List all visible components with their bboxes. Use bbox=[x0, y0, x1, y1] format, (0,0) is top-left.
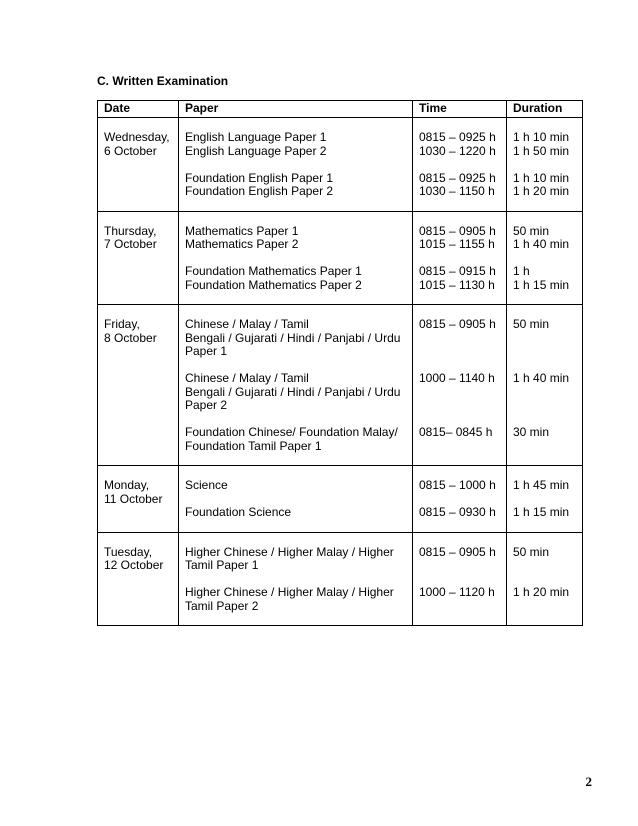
date-line: Thursday, bbox=[104, 223, 157, 238]
duration-line: 1 h 15 min bbox=[513, 505, 570, 519]
table-row bbox=[98, 532, 583, 626]
table-row bbox=[98, 305, 583, 466]
paper-cell bbox=[179, 118, 413, 212]
paper-line: Bengali / Gujarati / Hindi / Panjabi / Urdu bbox=[185, 330, 401, 345]
date-line: Friday, bbox=[104, 317, 140, 331]
table-row bbox=[98, 118, 583, 212]
time-cell bbox=[413, 532, 507, 626]
time-line: 0815 – 0930 h bbox=[419, 505, 496, 519]
paper-line: Tamil Paper 1 bbox=[185, 558, 259, 572]
time-line: 0815 – 0925 h bbox=[419, 170, 496, 185]
duration-line: 1 h 45 min bbox=[513, 478, 570, 492]
table-row bbox=[98, 211, 583, 305]
time-line: 1030 – 1220 h bbox=[419, 143, 496, 158]
date-cell bbox=[98, 466, 179, 533]
duration-cell bbox=[507, 118, 583, 212]
paper-line: Higher Chinese / Higher Malay / Higher bbox=[185, 544, 394, 559]
time-cell bbox=[413, 118, 507, 212]
time-line: 1015 – 1155 h bbox=[419, 237, 495, 251]
paper-line: Higher Chinese / Higher Malay / Higher bbox=[185, 585, 394, 599]
duration-line: 1 h 40 min bbox=[513, 371, 570, 385]
paper-line: Paper 1 bbox=[185, 344, 228, 358]
date-cell bbox=[98, 532, 179, 626]
date-line: 11 October bbox=[104, 491, 163, 506]
date-line: 7 October bbox=[104, 237, 157, 251]
time-line: 0815 – 0905 h bbox=[419, 317, 496, 331]
date-cell bbox=[98, 118, 179, 212]
time-line: 0815 – 0905 h bbox=[419, 544, 496, 559]
duration-line: 50 min bbox=[513, 317, 550, 331]
paper-line: Mathematics Paper 1 bbox=[185, 223, 299, 238]
header-date: Date bbox=[98, 101, 179, 118]
date-line: 6 October bbox=[104, 143, 157, 158]
paper-line: Foundation English Paper 2 bbox=[185, 184, 334, 198]
date-line: Tuesday, bbox=[104, 544, 153, 559]
table-row bbox=[98, 466, 583, 533]
duration-line: 1 h 40 min bbox=[513, 237, 570, 251]
paper-line: Science bbox=[185, 478, 228, 492]
duration-line: 1 h 10 min bbox=[513, 170, 570, 185]
duration-line: 1 h 20 min bbox=[513, 184, 570, 198]
time-line: 1015 – 1130 h bbox=[419, 277, 495, 292]
paper-line: Foundation Science bbox=[185, 505, 292, 519]
table-header-row bbox=[98, 101, 583, 118]
duration-cell bbox=[507, 466, 583, 533]
time-line: 1030 – 1150 h bbox=[419, 184, 495, 198]
date-line: 8 October bbox=[104, 330, 157, 345]
time-line: 0815 – 0905 h bbox=[419, 223, 496, 238]
paper-cell bbox=[179, 211, 413, 305]
duration-line: 1 h 15 min bbox=[513, 277, 570, 292]
duration-line: 50 min bbox=[513, 544, 550, 559]
duration-line: 1 h bbox=[513, 264, 530, 278]
time-line: 1000 – 1120 h bbox=[419, 585, 495, 599]
duration-line: 1 h 10 min bbox=[513, 130, 570, 144]
paper-line: Tamil Paper 2 bbox=[185, 598, 259, 613]
paper-line: Foundation English Paper 1 bbox=[185, 170, 334, 185]
paper-cell bbox=[179, 532, 413, 626]
paper-line: Foundation Chinese/ Foundation Malay/ bbox=[185, 425, 398, 439]
paper-line: Foundation Mathematics Paper 2 bbox=[185, 277, 362, 292]
time-cell bbox=[413, 466, 507, 533]
duration-line: 30 min bbox=[513, 425, 550, 439]
time-line: 0815 – 1000 h bbox=[419, 478, 496, 492]
paper-line: Bengali / Gujarati / Hindi / Panjabi / Urdu bbox=[185, 384, 401, 399]
paper-line: Paper 2 bbox=[185, 398, 228, 412]
paper-cell bbox=[179, 466, 413, 533]
time-cell bbox=[413, 211, 507, 305]
header-paper: Paper bbox=[179, 101, 413, 118]
time-line: 0815 – 0915 h bbox=[419, 264, 496, 278]
duration-line: 1 h 50 min bbox=[513, 143, 570, 158]
time-line: 0815– 0845 h bbox=[419, 425, 493, 439]
date-line: 12 October bbox=[104, 558, 164, 572]
header-duration: Duration bbox=[507, 101, 583, 118]
header-time: Time bbox=[413, 101, 507, 118]
date-cell bbox=[98, 305, 179, 466]
time-line: 1000 – 1140 h bbox=[419, 371, 495, 385]
paper-line: Foundation Mathematics Paper 1 bbox=[185, 264, 362, 278]
paper-line: Foundation Tamil Paper 1 bbox=[185, 438, 322, 453]
paper-line: Chinese / Malay / Tamil bbox=[185, 317, 309, 331]
duration-line: 1 h 20 min bbox=[513, 585, 570, 599]
paper-line: Chinese / Malay / Tamil bbox=[185, 371, 309, 385]
date-line: Monday, bbox=[104, 478, 150, 492]
paper-cell bbox=[179, 305, 413, 466]
time-line: 0815 – 0925 h bbox=[419, 130, 496, 144]
paper-line: English Language Paper 1 bbox=[185, 130, 327, 144]
time-cell bbox=[413, 305, 507, 466]
date-cell bbox=[98, 211, 179, 305]
date-line: Wednesday, bbox=[104, 130, 170, 144]
section-heading: C. Written Examination bbox=[97, 74, 229, 88]
duration-line: 50 min bbox=[513, 223, 550, 238]
exam-schedule-table bbox=[97, 100, 583, 626]
paper-line: English Language Paper 2 bbox=[185, 143, 327, 158]
paper-line: Mathematics Paper 2 bbox=[185, 237, 299, 251]
duration-cell bbox=[507, 305, 583, 466]
page-number: 2 bbox=[585, 774, 592, 789]
duration-cell bbox=[507, 211, 583, 305]
duration-cell bbox=[507, 532, 583, 626]
